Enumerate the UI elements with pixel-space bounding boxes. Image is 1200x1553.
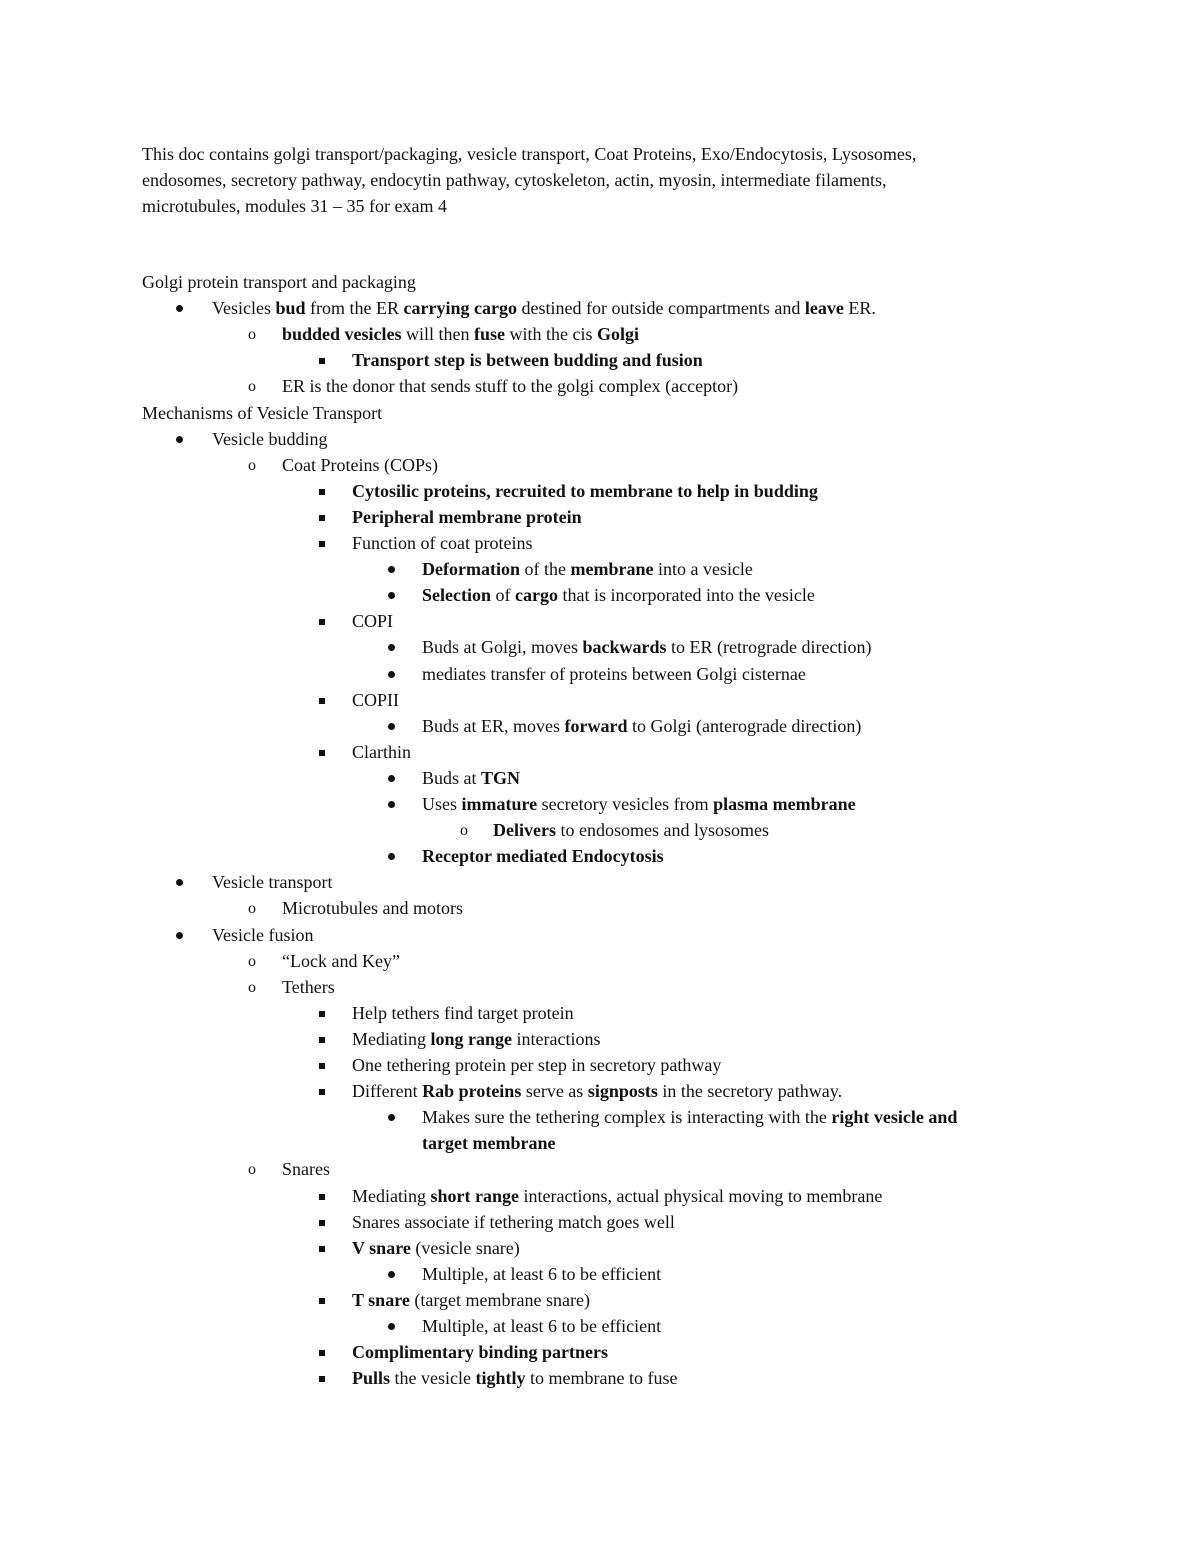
bold-text: tightly <box>475 1368 526 1388</box>
text: Mediating <box>352 1186 431 1206</box>
bullet-dot-icon <box>388 723 395 730</box>
text: ER is the donor that sends stuff to the golgi complex (acceptor) <box>282 376 739 396</box>
bold-text: T snare <box>352 1290 410 1310</box>
bullet-square-icon <box>319 750 325 756</box>
bold-text: forward <box>564 716 628 736</box>
text: to ER (retrograde direction) <box>666 637 872 657</box>
text: of the <box>519 559 571 579</box>
bullet-dot-icon <box>176 879 183 886</box>
list-item <box>212 430 327 448</box>
text: to Golgi (anterograde direction) <box>627 716 862 736</box>
bullet-square-icon <box>319 1037 325 1043</box>
list-item <box>352 743 411 761</box>
bold-text: Deformation <box>422 559 520 579</box>
bold-text: backwards <box>582 637 667 657</box>
list-item <box>422 1265 661 1283</box>
text: Makes sure the tethering complex is interacting with the <box>422 1107 832 1127</box>
bullet-square-icon <box>319 541 325 547</box>
bullet-dot-icon <box>388 592 395 599</box>
bold-text: cargo <box>515 585 558 605</box>
bullet-dot-icon <box>388 671 395 678</box>
bold-text: target membrane <box>422 1133 556 1153</box>
list-item <box>422 1108 957 1126</box>
bullet-circle-icon: o <box>248 900 256 917</box>
list-item <box>212 299 876 317</box>
bold-text: long range <box>430 1029 513 1049</box>
list-item <box>282 952 400 970</box>
text: Multiple, at least 6 to be efficient <box>422 1264 662 1284</box>
list-item <box>212 926 313 944</box>
list-item <box>282 377 738 395</box>
intro-line: endosomes, secretory pathway, endocytin pathway, cytoskeleton, actin, myosin, intermediate filaments, <box>142 170 887 190</box>
list-item <box>422 586 815 604</box>
bold-text: fuse <box>474 324 506 344</box>
text: (target membrane snare) <box>409 1290 590 1310</box>
bullet-square-icon <box>319 489 325 495</box>
text: COPII <box>352 690 400 710</box>
bullet-dot-icon <box>388 566 395 573</box>
list-item <box>352 351 703 369</box>
bullet-square-icon <box>319 1298 325 1304</box>
bold-text: Selection <box>422 585 491 605</box>
bold-text: Cytosilic proteins, recruited to membrane to help in budding <box>352 481 818 501</box>
bullet-dot-icon <box>176 436 183 443</box>
text: Snares <box>282 1159 330 1179</box>
list-item <box>352 612 393 630</box>
bullet-square-icon <box>319 619 325 625</box>
text: secretory vesicles from <box>537 794 714 814</box>
bold-text: TGN <box>481 768 521 788</box>
bold-text: Rab proteins <box>422 1081 522 1101</box>
bullet-circle-icon: o <box>248 953 256 970</box>
text: Clarthin <box>352 742 411 762</box>
bullet-dot-icon <box>388 644 395 651</box>
list-item <box>352 482 818 500</box>
list-item <box>352 1030 601 1048</box>
text: Vesicle budding <box>212 429 328 449</box>
list-item <box>352 1004 574 1022</box>
bold-text: Complimentary binding partners <box>352 1342 609 1362</box>
text: in the secretory pathway. <box>657 1081 843 1101</box>
list-item <box>422 1134 555 1152</box>
text: that is incorporated into the vesicle <box>557 585 815 605</box>
text: from the ER <box>305 298 404 318</box>
bold-text: signposts <box>587 1081 658 1101</box>
bullet-square-icon <box>319 1220 325 1226</box>
list-item <box>422 560 753 578</box>
text: Buds at <box>422 768 482 788</box>
text: Vesicles <box>212 298 276 318</box>
bullet-circle-icon: o <box>248 979 256 996</box>
bullet-square-icon <box>319 1246 325 1252</box>
bullet-square-icon <box>319 358 325 364</box>
bold-text: membrane <box>570 559 654 579</box>
bold-text: short range <box>430 1186 519 1206</box>
bullet-circle-icon: o <box>248 1161 256 1178</box>
bold-text: right vesicle and <box>831 1107 958 1127</box>
bullet-circle-icon: o <box>460 822 468 839</box>
bullet-dot-icon <box>388 801 395 808</box>
list-item <box>282 1160 330 1178</box>
bold-text: Delivers <box>493 820 556 840</box>
bullet-square-icon <box>319 515 325 521</box>
bold-text: plasma membrane <box>713 794 856 814</box>
bullet-dot-icon <box>388 1323 395 1330</box>
text: to endosomes and lysosomes <box>555 820 769 840</box>
text: of <box>491 585 515 605</box>
bullet-circle-icon: o <box>248 378 256 395</box>
bold-text: immature <box>461 794 538 814</box>
text: Function of coat proteins <box>352 533 533 553</box>
text: mediates transfer of proteins between Golgi cisternae <box>422 664 806 684</box>
text: into a vesicle <box>653 559 753 579</box>
bullet-square-icon <box>319 1063 325 1069</box>
list-item <box>352 1082 842 1100</box>
bullet-square-icon <box>319 1194 325 1200</box>
text: Uses <box>422 794 462 814</box>
list-item <box>352 1056 721 1074</box>
bold-text: leave <box>804 298 844 318</box>
text: Coat Proteins (COPs) <box>282 455 439 475</box>
text: will then <box>401 324 475 344</box>
text: Mechanisms of Vesicle Transport <box>142 403 383 423</box>
bullet-square-icon <box>319 1011 325 1017</box>
list-item <box>422 795 856 813</box>
text: ER. <box>843 298 876 318</box>
text: Buds at ER, moves <box>422 716 565 736</box>
text: serve as <box>521 1081 588 1101</box>
text: interactions, actual physical moving to membrane <box>519 1186 883 1206</box>
text: with the cis <box>505 324 598 344</box>
bullet-circle-icon: o <box>248 326 256 343</box>
bullet-dot-icon <box>176 932 183 939</box>
list-item <box>422 769 520 787</box>
list-item <box>422 638 871 656</box>
text: Buds at Golgi, moves <box>422 637 583 657</box>
list-item <box>282 899 463 917</box>
bullet-square-icon <box>319 698 325 704</box>
text: One tethering protein per step in secretory pathway <box>352 1055 722 1075</box>
text: Microtubules and motors <box>282 898 463 918</box>
text: Mediating <box>352 1029 431 1049</box>
bold-text: bud <box>275 298 306 318</box>
text: Vesicle fusion <box>212 925 314 945</box>
bullet-square-icon <box>319 1376 325 1382</box>
bullet-dot-icon <box>388 853 395 860</box>
list-item <box>422 717 861 735</box>
text: Golgi protein transport and packaging <box>142 272 416 292</box>
text: Multiple, at least 6 to be efficient <box>422 1316 662 1336</box>
list-item <box>282 325 639 343</box>
list-item <box>352 1291 590 1309</box>
text: COPI <box>352 611 394 631</box>
text: the vesicle <box>390 1368 476 1388</box>
bullet-dot-icon <box>388 1271 395 1278</box>
list-item <box>422 665 806 683</box>
text: “Lock and Key” <box>282 951 400 971</box>
bold-text: budded vesicles <box>282 324 402 344</box>
list-item <box>352 534 532 552</box>
bold-text: V snare <box>352 1238 411 1258</box>
text: Tethers <box>282 977 335 997</box>
bold-text: carrying cargo <box>403 298 517 318</box>
bold-text: Receptor mediated Endocytosis <box>422 846 664 866</box>
list-item <box>422 1317 661 1335</box>
text: Help tethers find target protein <box>352 1003 574 1023</box>
text: to membrane to fuse <box>525 1368 678 1388</box>
bullet-square-icon <box>319 1089 325 1095</box>
list-item <box>352 508 582 526</box>
section-heading <box>142 273 416 291</box>
bullet-dot-icon <box>388 1114 395 1121</box>
bold-text: Golgi <box>597 324 640 344</box>
bold-text: Transport step is between budding and fusion <box>352 350 703 370</box>
list-item <box>352 1369 677 1387</box>
text: Snares associate if tethering match goes well <box>352 1212 675 1232</box>
text: Vesicle transport <box>212 872 333 892</box>
list-item <box>493 821 769 839</box>
text: (vesicle snare) <box>410 1238 520 1258</box>
bullet-dot-icon <box>388 775 395 782</box>
list-item <box>422 847 664 865</box>
bold-text: Peripheral membrane protein <box>352 507 582 527</box>
bullet-circle-icon: o <box>248 457 256 474</box>
text: Different <box>352 1081 423 1101</box>
list-item <box>352 691 399 709</box>
text: interactions <box>512 1029 601 1049</box>
list-item <box>282 456 438 474</box>
bold-text: Pulls <box>352 1368 391 1388</box>
list-item <box>352 1239 520 1257</box>
intro-line: microtubules, modules 31 – 35 for exam 4 <box>142 196 447 216</box>
list-item <box>212 873 332 891</box>
intro-line: This doc contains golgi transport/packaging, vesicle transport, Coat Proteins, Exo/Endocytosis, Lysosomes, <box>142 144 917 164</box>
list-item <box>282 978 335 996</box>
bullet-dot-icon <box>176 305 183 312</box>
section-heading <box>142 404 382 422</box>
list-item <box>352 1187 882 1205</box>
list-item <box>352 1343 608 1361</box>
list-item <box>352 1213 675 1231</box>
text: destined for outside compartments and <box>516 298 805 318</box>
bullet-square-icon <box>319 1350 325 1356</box>
